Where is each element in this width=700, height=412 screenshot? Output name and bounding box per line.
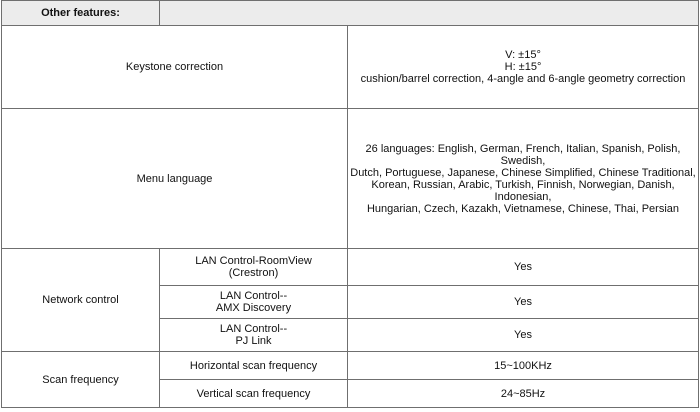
scan-frequency-value: 15~100KHz [348, 352, 699, 380]
network-control-sub-line: PJ Link [235, 335, 272, 347]
network-control-sub-line: AMX Discovery [215, 302, 292, 314]
scan-frequency-value: 24~85Hz [348, 380, 699, 408]
network-control-sub [160, 319, 348, 352]
scan-frequency-sub: Vertical scan frequency [160, 380, 348, 408]
keystone-value-line: cushion/barrel correction, 4-angle and 6-angle geometry correction [360, 73, 686, 85]
scan-frequency-sub: Horizontal scan frequency [160, 352, 348, 380]
section-title: Other features: [2, 1, 160, 26]
scan-frequency-label: Scan frequency [2, 352, 160, 408]
menu-language-label: Menu language [2, 109, 348, 249]
menu-language-value [348, 109, 699, 249]
network-control-sub-line: (Crestron) [228, 267, 279, 279]
network-control-value: Yes [348, 249, 699, 286]
menu-language-line: Hungarian, Czech, Kazakh, Vietnamese, Chinese, Thai, Persian [366, 202, 680, 215]
menu-language-line: 26 languages: English, German, French, Italian, Spanish, Polish, Swedish, [365, 142, 681, 167]
network-control-label: Network control [2, 249, 160, 352]
spec-table [1, 0, 699, 408]
network-control-value: Yes [348, 319, 699, 352]
keystone-row [2, 26, 699, 109]
network-control-sub-line: LAN Control-- [219, 290, 288, 302]
network-control-value: Yes [348, 286, 699, 319]
menu-language-row [2, 109, 699, 249]
network-control-row [2, 249, 699, 286]
network-control-sub [160, 249, 348, 286]
keystone-value-line: V: ±15° [505, 49, 541, 61]
scan-frequency-row [2, 352, 699, 380]
section-header-fill [160, 1, 699, 26]
network-control-sub-line: LAN Control-- [219, 323, 288, 335]
network-control-sub [160, 286, 348, 319]
network-control-sub-line: LAN Control-RoomView [195, 255, 312, 267]
keystone-label: Keystone correction [2, 26, 348, 109]
menu-language-line: Dutch, Portuguese, Japanese, Chinese Simplified, Chinese Traditional, [350, 166, 696, 179]
section-header-row [2, 1, 699, 26]
keystone-value-line: H: ±15° [504, 61, 542, 73]
keystone-value [348, 26, 699, 109]
menu-language-line: Korean, Russian, Arabic, Turkish, Finnish, Norwegian, Danish, Indonesian, [371, 178, 675, 203]
